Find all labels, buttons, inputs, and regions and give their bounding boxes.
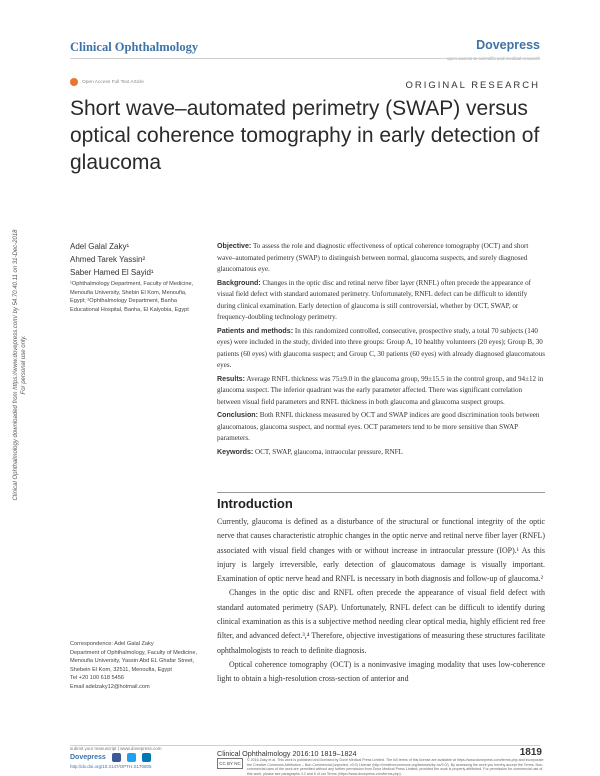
cc-license-icon[interactable]: CC BY NC — [217, 758, 243, 769]
header-divider — [70, 58, 540, 59]
correspondence-email[interactable]: Email adelzaky12@hotmail.com — [70, 683, 150, 690]
page-number: 1819 — [519, 747, 542, 758]
abstract-methods: Patients and methods: In this randomized controlled, consecutive, prospective study, a total 70 subjects (140 eyes) were included in the study, divided into three groups: Group A, 10 healthy volunteers (20 eyes); Group B, 30 patients (60 eyes) with glaucoma suspect; and Group C, 30 patients (60 eyes) with already diagnosed glaucomatous eyes. — [217, 326, 546, 369]
watermark-line-1: Clinical Ophthalmology downloaded from https://www.dovepress.com/ by 54.70.40.11 on 31-Dec-2018 — [13, 229, 19, 501]
submit-link[interactable]: submit your manuscript | www.dovepress.com — [70, 746, 162, 751]
citation: Clinical Ophthalmology 2016:10 1819–1824 — [217, 749, 357, 758]
abstract-objective: Objective: To assess the role and diagnostic effectiveness of optical coherence tomography (OCT) and short wave–automated perimetry (SWAP) to distinguish between normal, glaucoma suspects, and surely diagnosed glaucomatous eye. — [217, 242, 529, 273]
intro-paragraph: Changes in the optic disc and RNFL often precede the appearance of visual field defect with standard automated perimetry (SAP). Unfortunately, RNFL defect can be difficult to identify during clinical examination as this is a subjective method needing clear optical media, highly efficient red free filter, and advanced defect.³,⁴ Therefore, objective investigations of measuring these structures facilitate ophthalmologists to reach to definite diagnosis. — [217, 588, 545, 655]
author-name: Adel Galal Zaky¹ — [70, 242, 130, 251]
introduction-body — [217, 515, 545, 687]
journal-name: Clinical Ophthalmology — [70, 40, 199, 54]
introduction-heading: Introduction — [217, 496, 293, 511]
section-divider — [217, 492, 545, 493]
open-access-label — [70, 78, 144, 86]
correspondence — [70, 640, 210, 692]
abstract-conclusion: Conclusion: Both RNFL thickness measured by OCT and SWAP indices are good discrimination tools between glaucomatous, glaucoma suspect, and normal eyes. OCT parameters tend to be more sensitive than SWAP parameters. — [217, 411, 540, 442]
linkedin-icon[interactable] — [142, 753, 151, 762]
author-name: Saber Hamed El Sayid¹ — [70, 268, 154, 277]
correspondence-tel: Tel +20 100 618 5456 — [70, 675, 124, 682]
watermark-line-2: For personal use only. — [21, 335, 27, 395]
abstract-keywords: Keywords: OCT, SWAP, glaucoma, intraocular pressure, RNFL — [217, 447, 403, 456]
license-text: © 2016 Zaky et al. This work is published and licensed by Dove Medical Press Limited. The full terms of this license are available at https://www.dovepress.com/terms.php and incorporate the Creative Commons Attribution – Non Commercial (unported, v3.0) License (http://creativecommons.org/licenses/by-nc/3.0/). By accessing the work you hereby accept the Terms. Non-commercial uses of the work are permitted without any further permission from Dove Medical Press Limited, provided the work is properly attributed. For permission for commercial use of this work, please see paragraphs 4.2 and 5 of our Terms (https://www.dovepress.com/terms.php). — [247, 758, 544, 776]
article-type: ORIGINAL RESEARCH — [405, 80, 540, 91]
abstract — [217, 241, 545, 460]
abstract-background: Background: Changes in the optic disc and retinal nerve fiber layer (RNFL) often precede the appearance of visual field defect with standard automated perimetry. Unfortunately, RNFL defect can be difficult to identify during clinical examination. Early detection of glaucoma is still controversial, whether by OCT, SWAP, or frequency-doubling technology perimetry. — [217, 278, 531, 321]
license-block — [217, 758, 545, 776]
publisher-tagline: open access to scientific and medical research — [446, 56, 540, 61]
abstract-results: Results: Average RNFL thickness was 75±9.0 in the glaucoma group, 99±15.5 in the control group, and 94±12 in glaucoma suspect. The inferior quadrant was the early parameter affected. There was significant correlation between visual field parameters and RNFL thickness in both glaucoma and glaucoma suspect groups. — [217, 374, 544, 406]
intro-paragraph: Currently, glaucoma is defined as a disturbance of the structural or functional integrity of the optic nerve that causes characteristic atrophic changes in the optic nerve and retinal nerve fiber layer (RNFL) associated with visual field changes with or without increase in intraocular pressure (IOP).¹ As this injury is largely irreversible, early detection of glaucomatous damage is visually important. Examination of optic nerve head and RNFL is necessary in both diagnosis and follow-up of glaucoma.² — [217, 517, 545, 584]
twitter-icon[interactable] — [127, 753, 136, 762]
correspondence-label: Correspondence: Adel Galal Zaky — [70, 641, 154, 647]
publisher-logo[interactable]: Dovepress — [476, 38, 540, 52]
correspondence-address: Department of Ophthalmology, Faculty of Medicine, Menoufia University, Yassin Abd EL Ghafar Street, Shebein El Kom, 32511, Menoufia, Egypt — [70, 649, 198, 673]
download-watermark — [5, 155, 35, 575]
intro-paragraph: Optical coherence tomography (OCT) is a noninvasive imaging modality that uses low-coherence light to obtain a high-resolution cross-section of anterior and — [217, 659, 545, 684]
footer-left — [70, 746, 200, 769]
open-access-icon — [70, 78, 78, 86]
open-access-text: Open Access Full Text Article — [82, 79, 144, 85]
author-name: Ahmed Tarek Yassin² — [70, 255, 146, 264]
author-list — [70, 240, 154, 279]
affiliations: ¹Ophthalmology Department, Faculty of Medicine, Menoufia University, Shebin El Kom, Menoufia, Egypt; ²Ophthalmology Department, Banha Educational Hospital, Banha, El Kalyobia, Egypt — [70, 281, 194, 313]
doi-link[interactable]: http://dx.doi.org/10.2147/OPTH.S170805 — [70, 764, 152, 769]
facebook-icon[interactable] — [112, 753, 121, 762]
footer-publisher[interactable]: Dovepress — [70, 754, 106, 761]
footer-social — [70, 753, 200, 762]
article-title: Short wave–automated perimetry (SWAP) versus optical coherence tomography in early detection of glaucoma — [70, 97, 540, 174]
